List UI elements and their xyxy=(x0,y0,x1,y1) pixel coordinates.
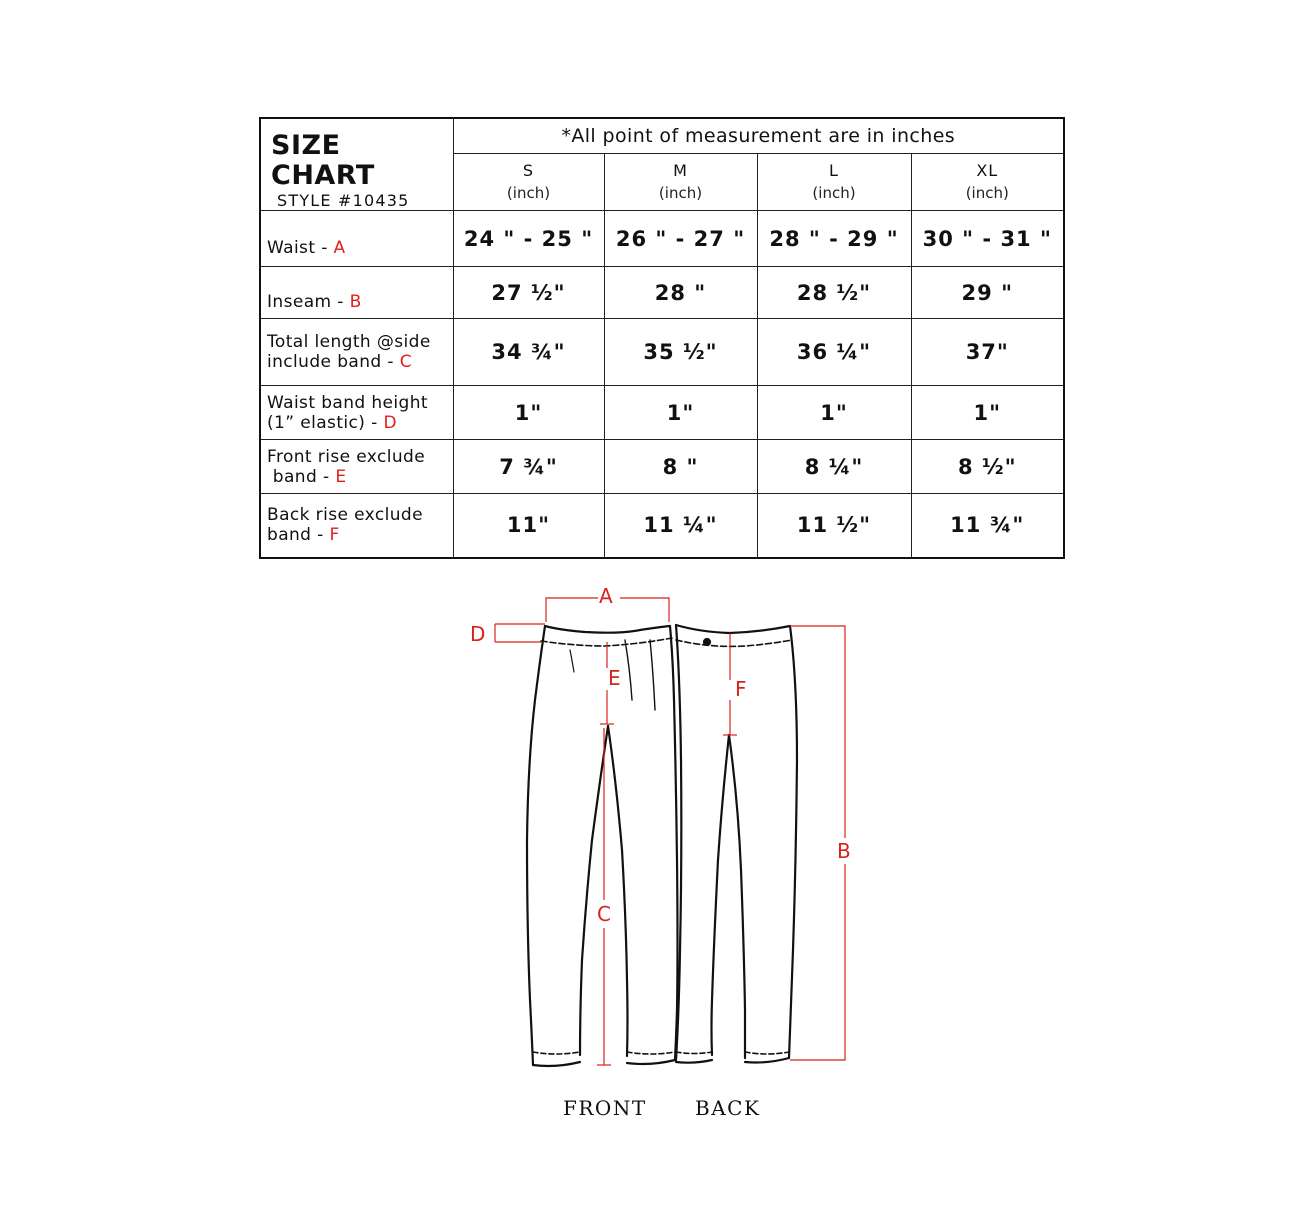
row-code: B xyxy=(349,292,362,312)
diagram-label-e: E xyxy=(608,666,621,690)
row-code: C xyxy=(399,352,412,372)
diagram-label-d: D xyxy=(470,622,486,646)
row-label-text: Total length @side xyxy=(267,332,431,352)
table-row-inseam xyxy=(260,267,1064,319)
size-header-xl xyxy=(911,154,1064,211)
row-label xyxy=(260,494,453,558)
table-cell: 11" xyxy=(453,494,604,558)
table-row-waist-band xyxy=(260,386,1064,440)
table-cell: 37" xyxy=(911,319,1064,386)
size-header-m xyxy=(604,154,757,211)
table-cell: 1" xyxy=(757,386,911,440)
table-cell: 8 ½" xyxy=(911,440,1064,494)
table-cell: 26 " - 27 " xyxy=(604,211,757,267)
row-code: F xyxy=(329,525,340,546)
style-number: STYLE #10435 xyxy=(277,191,410,210)
row-label-text: Waist - xyxy=(267,238,334,258)
table-cell: 11 ¼" xyxy=(604,494,757,558)
row-label xyxy=(260,319,453,386)
row-label-text: include band - xyxy=(267,352,400,372)
table-cell: 1" xyxy=(453,386,604,440)
back-pants-sketch xyxy=(676,625,797,1063)
size-chart-table xyxy=(259,117,1065,559)
table-cell: 35 ½" xyxy=(604,319,757,386)
table-cell: 27 ½" xyxy=(453,267,604,319)
table-cell: 8 " xyxy=(604,440,757,494)
table-cell: 29 " xyxy=(911,267,1064,319)
table-cell: 28 " xyxy=(604,267,757,319)
size-unit: (inch) xyxy=(965,184,1009,203)
table-row-back-rise xyxy=(260,494,1064,558)
table-cell: 36 ¼" xyxy=(757,319,911,386)
chart-title-cell xyxy=(260,118,453,211)
size-label: L xyxy=(829,161,839,181)
table-cell: 1" xyxy=(911,386,1064,440)
table-cell: 8 ¼" xyxy=(757,440,911,494)
diagram-label-f: F xyxy=(735,677,747,701)
row-label-text: (1” elastic) - xyxy=(267,412,384,433)
size-label: XL xyxy=(976,161,999,181)
size-unit: (inch) xyxy=(506,184,551,203)
row-label-text: Back rise exclude xyxy=(267,505,423,526)
table-cell: 34 ¾" xyxy=(453,319,604,386)
table-row-waist xyxy=(260,211,1064,267)
table-cell: 11 ½" xyxy=(757,494,911,558)
measurement-lines xyxy=(495,598,845,1065)
table-cell: 24 " - 25 " xyxy=(453,211,604,267)
table-cell: 11 ¾" xyxy=(911,494,1064,558)
chart-title: SIZE CHART xyxy=(271,130,375,191)
diagram-label-b: B xyxy=(837,839,851,863)
row-code: E xyxy=(335,466,347,487)
measurement-note: *All point of measurement are in inches xyxy=(453,118,1064,154)
front-view-label: FRONT xyxy=(563,1096,647,1120)
diagram-label-a: A xyxy=(599,584,613,608)
row-label xyxy=(260,386,453,440)
table-cell: 7 ¾" xyxy=(453,440,604,494)
row-label xyxy=(260,211,453,267)
front-pants-sketch xyxy=(527,626,678,1066)
size-unit: (inch) xyxy=(658,184,703,203)
header-row-note xyxy=(260,118,1064,154)
row-label-text: band - xyxy=(267,466,336,487)
table-cell: 28 " - 29 " xyxy=(757,211,911,267)
table-cell: 1" xyxy=(604,386,757,440)
diagram-label-c: C xyxy=(597,902,611,926)
back-view-label: BACK xyxy=(695,1096,761,1120)
row-label xyxy=(260,440,453,494)
size-label: M xyxy=(673,161,688,181)
row-label-text: band - xyxy=(267,525,330,546)
table-cell: 28 ½" xyxy=(757,267,911,319)
size-unit: (inch) xyxy=(812,184,856,203)
table-row-front-rise xyxy=(260,440,1064,494)
row-label xyxy=(260,267,453,319)
size-header-s xyxy=(453,154,604,211)
row-label-text: Inseam - xyxy=(267,292,350,312)
row-code: A xyxy=(333,238,346,258)
row-label-text: Front rise exclude xyxy=(267,446,426,467)
row-label-text: Waist band height xyxy=(267,392,428,413)
size-header-l xyxy=(757,154,911,211)
size-label: S xyxy=(522,161,535,181)
table-cell: 30 " - 31 " xyxy=(911,211,1064,267)
table-row-total-length xyxy=(260,319,1064,386)
row-code: D xyxy=(383,412,397,433)
